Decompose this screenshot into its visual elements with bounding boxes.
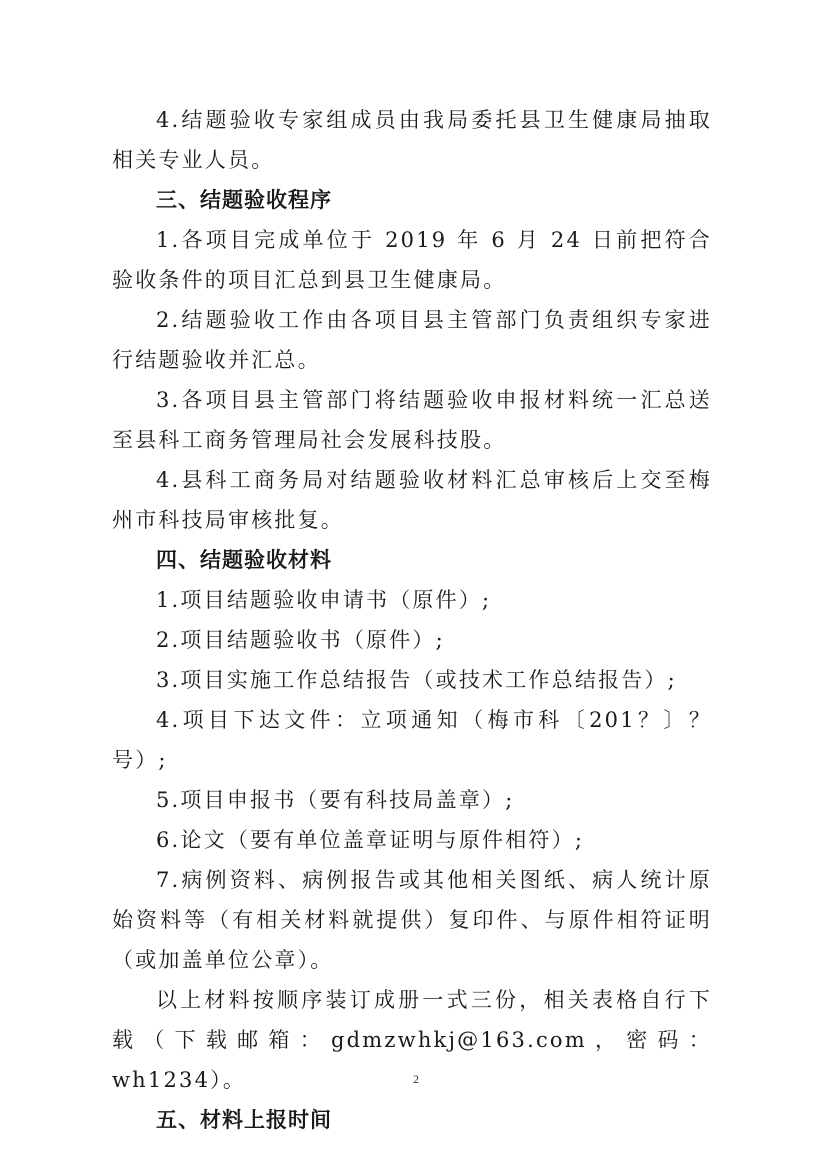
paragraph-material-1: 1.项目结题验收申请书（原件）; xyxy=(156,588,492,612)
paragraph-material-2: 2.项目结题验收书（原件）; xyxy=(156,628,445,652)
paragraph-binding-note: 以上材料按顺序装订成册一式三份，相关表格自行下载（下载邮箱：gdmzwhkj@163.com，密码：wh1234）。 xyxy=(112,988,712,1092)
paragraph-material-4: 4.项目下达文件：立项通知（梅市科〔201？〕？号）; xyxy=(112,708,712,772)
paragraph-procedure-3: 3.各项目县主管部门将结题验收申报材料统一汇总送至县科工商务管理局社会发展科技股。 xyxy=(112,388,712,452)
section-heading-procedure: 三、结题验收程序 xyxy=(156,188,332,212)
page-number: 2 xyxy=(413,1072,419,1086)
paragraph-material-3: 3.项目实施工作总结报告（或技术工作总结报告）; xyxy=(156,668,677,692)
section-heading-materials: 四、结题验收材料 xyxy=(156,548,332,572)
section-heading-submission-time: 五、材料上报时间 xyxy=(156,1108,332,1132)
paragraph-material-6: 6.论文（要有单位盖章证明与原件相符）; xyxy=(156,828,585,852)
paragraph-material-7: 7.病例资料、病例报告或其他相关图纸、病人统计原始资料等（有相关材料就提供）复印件、与原件相符证明（或加盖单位公章）。 xyxy=(112,868,712,972)
paragraph-procedure-1: 1.各项目完成单位于 2019 年 6 月 24 日前把符合验收条件的项目汇总到县卫生健康局。 xyxy=(112,228,712,292)
paragraph-material-5: 5.项目申报书（要有科技局盖章）; xyxy=(156,788,515,812)
paragraph-expert-panel: 4.结题验收专家组成员由我局委托县卫生健康局抽取相关专业人员。 xyxy=(112,108,712,172)
document-body xyxy=(112,100,712,1140)
paragraph-procedure-4: 4.县科工商务局对结题验收材料汇总审核后上交至梅州市科技局审核批复。 xyxy=(112,468,712,532)
paragraph-procedure-2: 2.结题验收工作由各项目县主管部门负责组织专家进行结题验收并汇总。 xyxy=(112,308,712,372)
